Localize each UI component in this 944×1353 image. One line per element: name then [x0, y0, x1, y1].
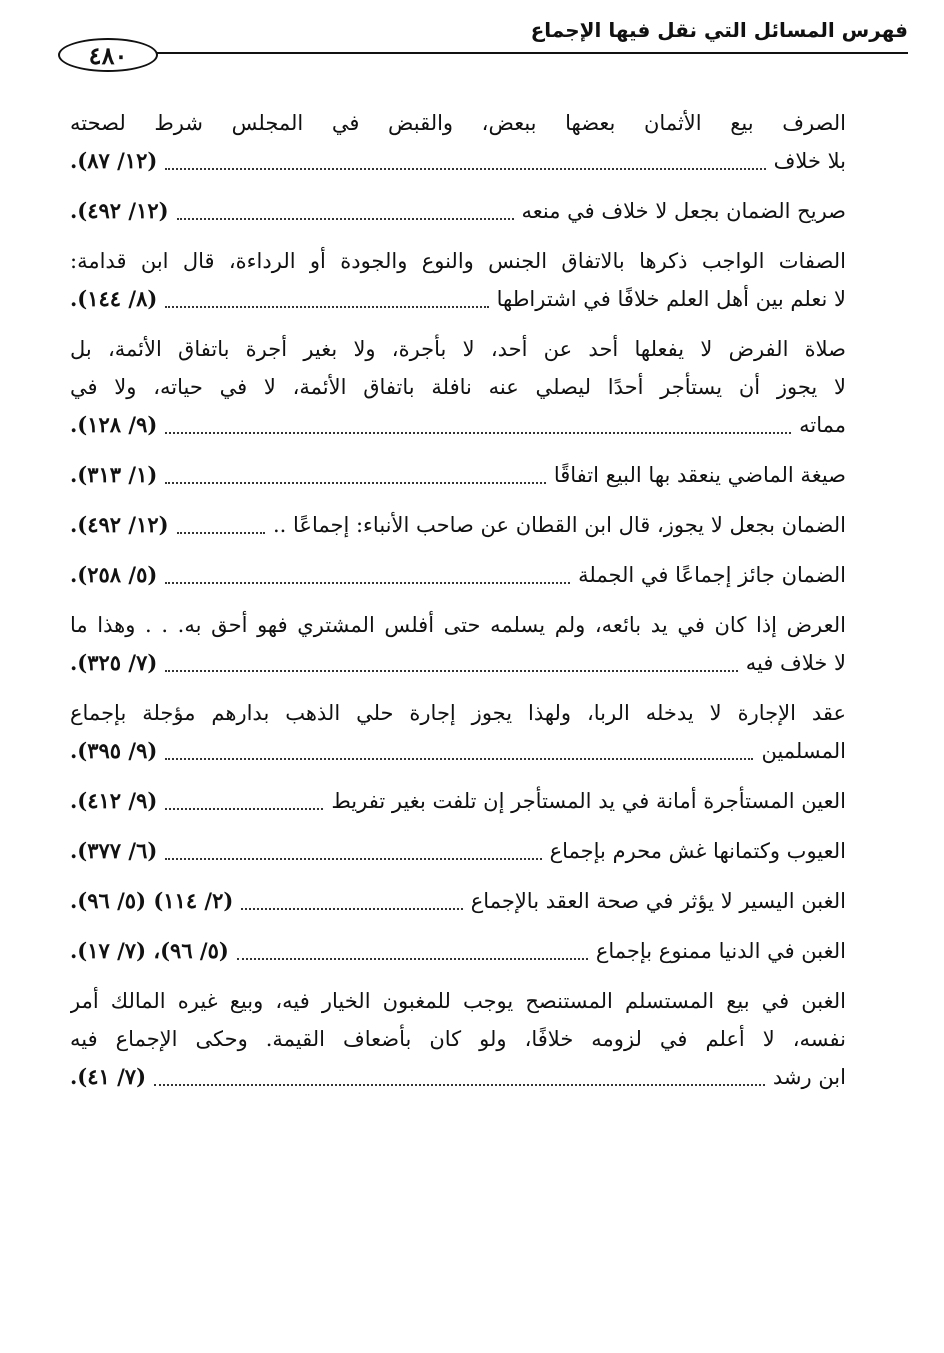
volume-page-reference: (٩/ ١٢٨).: [70, 412, 158, 437]
index-entry: [70, 832, 846, 870]
volume-page-reference: (١٢/ ٤٩٢).: [70, 512, 169, 537]
entry-text: الضمان بجعل لا يجوز، قال ابن القطان عن صاحب الأنباء: إجماعًا ..: [273, 513, 846, 537]
entry-last-line: [70, 456, 846, 494]
index-entry: [70, 104, 846, 180]
volume-page-reference: (٩/ ٤١٢).: [70, 788, 158, 813]
index-entry: [70, 192, 846, 230]
dot-leader: [177, 532, 265, 534]
dot-leader: [237, 958, 588, 960]
index-entry: [70, 882, 846, 920]
dot-leader: [165, 670, 737, 672]
dot-leader: [154, 1084, 765, 1086]
entry-last-line: [70, 732, 846, 770]
page-number: ٤٨٠: [58, 38, 158, 72]
volume-page-reference: (٥/ ٩٦)، (٧/ ١٧).: [70, 938, 229, 963]
entry-text-line: الصرف بيع الأثمان بعضها ببعض، والقبض في المجلس شرط لصحته: [70, 111, 846, 135]
dot-leader: [165, 758, 753, 760]
entry-text: الغبن اليسير لا يؤثر في صحة العقد بالإجماع: [470, 889, 846, 913]
dot-leader: [165, 482, 546, 484]
entry-text: المسلمين: [761, 739, 846, 763]
entry-text-line: صلاة الفرض لا يفعلها أحد عن أحد، لا بأجرة، ولا بغير أجرة باتفاق الأئمة، بل: [70, 337, 846, 361]
entry-text: لا نعلم بين أهل العلم خلافًا في اشتراطها: [496, 287, 846, 311]
entry-text: الضمان جائز إجماعًا في الجملة: [578, 563, 846, 587]
entry-text-line: لا يجوز أن يستأجر أحدًا ليصلي عنه نافلة باتفاق الأئمة، لا في حياته، ولا في: [70, 375, 846, 399]
index-entry: [70, 606, 846, 682]
index-entry: [70, 242, 846, 318]
dot-leader: [165, 582, 570, 584]
entry-text: العين المستأجرة أمانة في يد المستأجر إن تلفت بغير تفريط: [331, 789, 846, 813]
entry-last-line: [70, 782, 846, 820]
entry-last-line: [70, 832, 846, 870]
index-entry: [70, 506, 846, 544]
entry-text: ابن رشد: [772, 1065, 846, 1089]
dot-leader: [177, 218, 514, 220]
entry-text-line: نفسه، لا أعلم في لزومه خلافًا، ولو كان بأضعاف القيمة. وحكى الإجماع فيه: [70, 1027, 846, 1051]
index-entry: [70, 556, 846, 594]
index-entry: [70, 694, 846, 770]
volume-page-reference: (١٢/ ٨٧).: [70, 148, 158, 173]
volume-page-reference: (٧/ ٣٢٥).: [70, 650, 158, 675]
dot-leader: [165, 858, 541, 860]
entry-last-line: [70, 1058, 846, 1096]
entry-text: الغبن في الدنيا ممنوع بإجماع: [595, 939, 846, 963]
dot-leader: [165, 306, 488, 308]
dot-leader: [165, 808, 323, 810]
header-title: فهرس المسائل التي نقل فيها الإجماع: [530, 18, 908, 42]
entry-text: صيغة الماضي ينعقد بها البيع اتفاقًا: [553, 463, 846, 487]
dot-leader: [165, 432, 791, 434]
volume-page-reference: (٨/ ١٤٤).: [70, 286, 158, 311]
volume-page-reference: (٧/ ٤١).: [70, 1064, 147, 1089]
entry-text-line: الغبن في بيع المستسلم المستنصح يوجب للمغبون الخيار فيه، وبيع غيره المالك أمر: [70, 989, 846, 1013]
entry-text-line: الصفات الواجب ذكرها بالاتفاق الجنس والنوع والجودة أو الرداءة، قال ابن قدامة:: [70, 249, 846, 273]
entry-text: بلا خلاف: [773, 149, 846, 173]
volume-page-reference: (١٢/ ٤٩٢).: [70, 198, 169, 223]
entry-text-line: العرض إذا كان في يد بائعه، ولم يسلمه حتى أفلس المشتري فهو أحق به. . . وهذا ما: [70, 613, 846, 637]
entry-last-line: [70, 280, 846, 318]
index-entry: [70, 982, 846, 1096]
index-entry: [70, 932, 846, 970]
page-header: [40, 18, 908, 102]
volume-page-reference: (٦/ ٣٧٧).: [70, 838, 158, 863]
entry-last-line: [70, 192, 846, 230]
entry-last-line: [70, 506, 846, 544]
entry-last-line: [70, 644, 846, 682]
volume-page-reference: (٩/ ٣٩٥).: [70, 738, 158, 763]
volume-page-reference: (٢/ ١١٤) (٥/ ٩٦).: [70, 888, 234, 913]
dot-leader: [165, 168, 765, 170]
entry-last-line: [70, 882, 846, 920]
entry-last-line: [70, 932, 846, 970]
index-entry: [70, 782, 846, 820]
volume-page-reference: (١/ ٣١٣).: [70, 462, 158, 487]
index-entry: [70, 456, 846, 494]
entry-last-line: [70, 142, 846, 180]
entry-last-line: [70, 406, 846, 444]
entry-text-line: عقد الإجارة لا يدخله الربا، ولهذا يجوز إجارة حلي الذهب بدارهم مؤجلة بإجماع: [70, 701, 846, 725]
entry-text: مماته: [799, 413, 846, 437]
entry-last-line: [70, 556, 846, 594]
entry-text: صريح الضمان بجعل لا خلاف في منعه: [521, 199, 846, 223]
entry-text: العيوب وكتمانها غش محرم بإجماع: [549, 839, 846, 863]
entry-text: لا خلاف فيه: [745, 651, 846, 675]
index-entry: [70, 330, 846, 444]
volume-page-reference: (٥/ ٢٥٨).: [70, 562, 158, 587]
header-rule: [154, 52, 908, 54]
dot-leader: [241, 908, 462, 910]
index-entries: [70, 104, 846, 1108]
